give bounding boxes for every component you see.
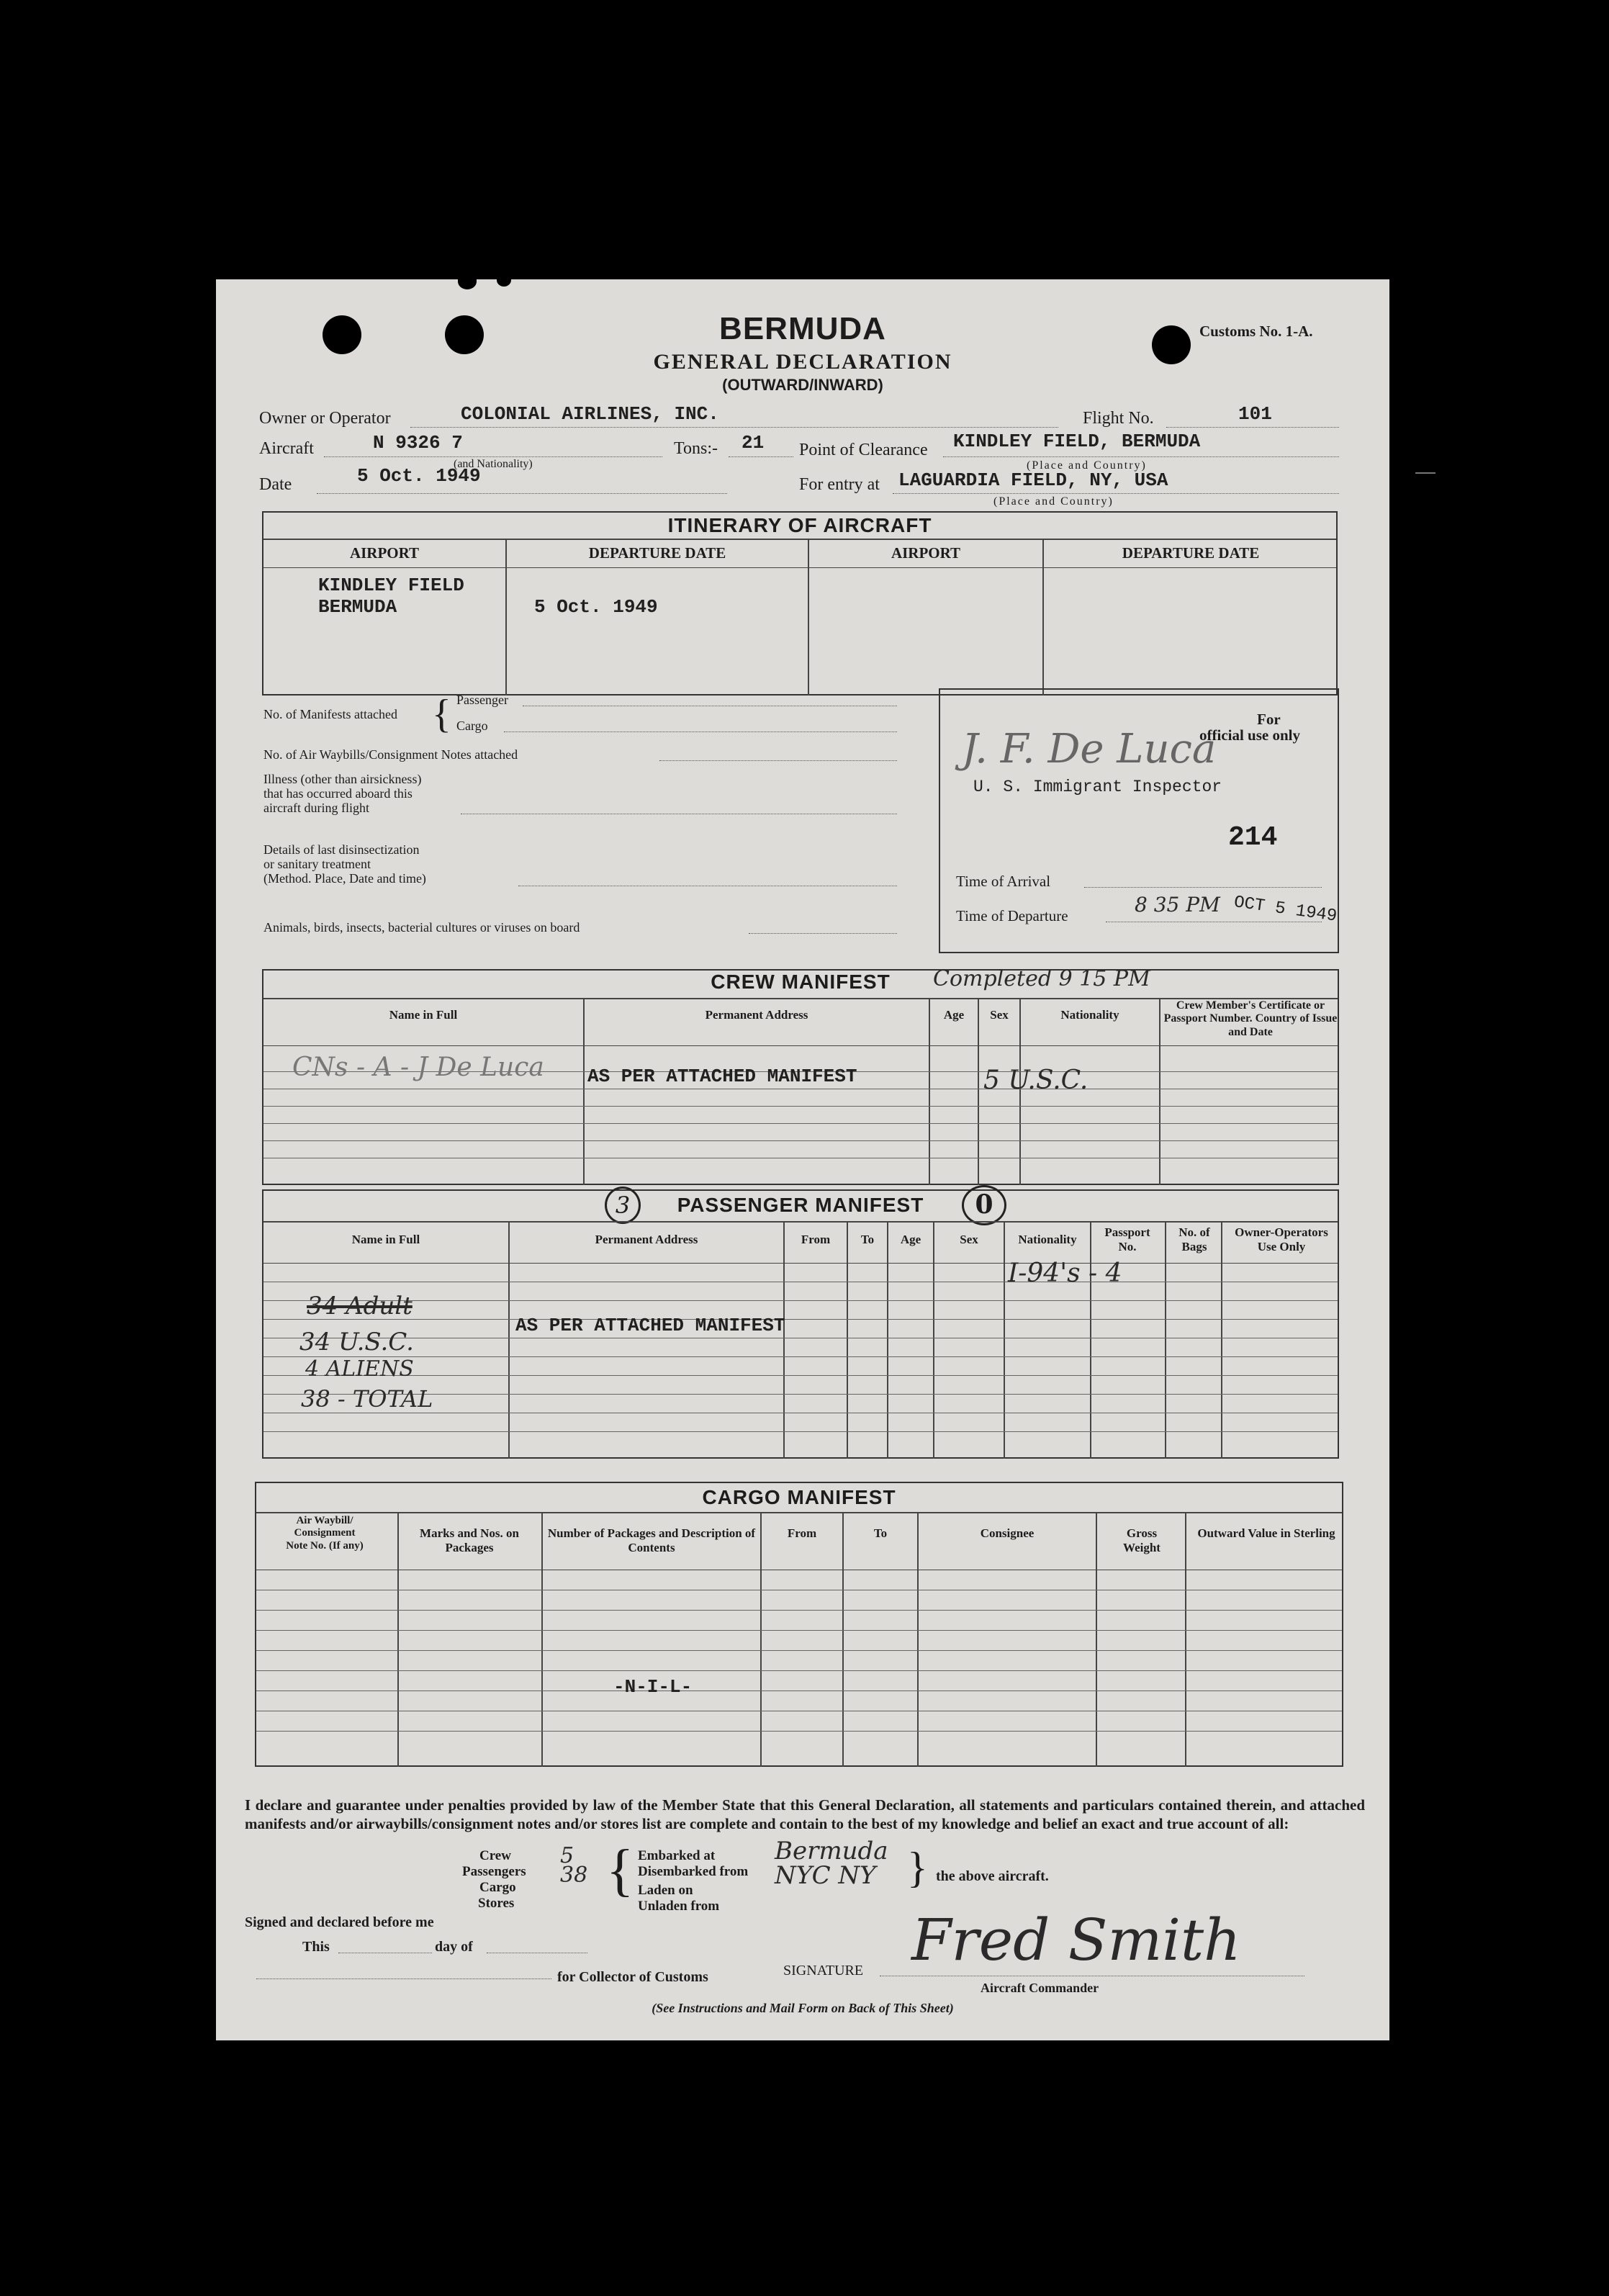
itinerary-table (262, 511, 1338, 695)
cargo-header-waybill: Air Waybill/ Consignment Note No. (If any) (286, 1515, 364, 1552)
itinerary-airport-line1: KINDLEY FIELD (318, 575, 464, 596)
form-subtitle: GENERAL DECLARATION (653, 350, 952, 374)
crew-header-nationality: Nationality (1060, 1008, 1119, 1022)
cargo-header-packages: Number of Packages and Description of Contents (547, 1526, 756, 1554)
flight-value: 101 (1238, 403, 1272, 425)
passenger-header-bags: No. of Bags (1178, 1225, 1210, 1253)
rule (263, 1123, 1338, 1124)
crew-header-address: Permanent Address (705, 1008, 808, 1022)
inspector-label: U. S. Immigrant Inspector (973, 778, 1222, 796)
disinsect-label: Details of last disinsectization (263, 842, 420, 857)
passenger-title: PASSENGER MANIFEST (677, 1194, 924, 1216)
rule (541, 1512, 543, 1767)
passenger-count-circle: 0 (962, 1185, 1006, 1225)
rule (256, 1731, 1342, 1732)
passenger-header-age: Age (900, 1233, 921, 1246)
owner-value: COLONIAL AIRLINES, INC. (461, 403, 719, 425)
entry-value: LAGUARDIA FIELD, NY, USA (898, 469, 1168, 491)
header-departure-date: DEPARTURE DATE (588, 544, 726, 562)
arrival-label: Time of Arrival (956, 873, 1051, 890)
rule (256, 1670, 1342, 1671)
passenger-count-circle: 3 (605, 1187, 641, 1224)
departure-label: Time of Departure (956, 907, 1068, 924)
cargo-header-marks: Marks and Nos. on Packages (420, 1526, 519, 1554)
entry-label: For entry at (799, 475, 880, 494)
passenger-forms-note: I-94's - 4 (1008, 1259, 1122, 1288)
crew-header-sex: Sex (990, 1008, 1009, 1022)
passenger-header-name: Name in Full (351, 1233, 420, 1246)
nationality-note: (and Nationality) (454, 458, 533, 470)
crew-title: CREW MANIFEST (711, 971, 891, 993)
place-country-note: (Place and Country) (1027, 459, 1147, 472)
rule (933, 1221, 934, 1459)
rule (508, 1221, 510, 1459)
commander-signature: Fred Smith (911, 1906, 1241, 1973)
animals-line (749, 933, 897, 934)
rule (783, 1221, 785, 1459)
cargo-nil-value: -N-I-L- (613, 1676, 693, 1698)
decl-crew: Crew (479, 1848, 511, 1863)
form-direction: (OUTWARD/INWARD) (722, 376, 883, 394)
rule (847, 1221, 848, 1459)
date-stamp: OCT 5 1949 (1232, 893, 1338, 927)
illness-label: Illness (other than airsickness) (263, 772, 422, 786)
passenger-header-owner: Owner-Operators Use Only (1235, 1225, 1328, 1253)
passenger-header-address: Permanent Address (595, 1233, 698, 1246)
decl-disembarked: Disembarked from (638, 1864, 749, 1879)
passenger-aliens: 4 ALIENS (305, 1356, 414, 1382)
official-use-label: official use only (1199, 726, 1300, 744)
cargo-line (504, 731, 897, 732)
passenger-address-value: AS PER ATTACHED MANIFEST (515, 1315, 785, 1336)
cargo-label: Cargo (456, 719, 488, 733)
passenger-total: 38 - TOTAL (301, 1385, 433, 1413)
disinsect-label: (Method. Place, Date and time) (263, 871, 426, 886)
rule (263, 1221, 1338, 1223)
disinsect-label: or sanitary treatment (263, 857, 371, 871)
passenger-header-passport: Passport No. (1104, 1225, 1150, 1253)
clearance-line (943, 456, 1339, 457)
itinerary-departure-date: 5 Oct. 1949 (534, 596, 658, 618)
cargo-header-value: Outward Value in Sterling (1197, 1526, 1335, 1540)
rule (917, 1512, 919, 1767)
illness-label: that has occurred aboard this (263, 786, 413, 801)
collector-label: for Collector of Customs (557, 1969, 708, 1985)
rule (263, 1319, 1338, 1320)
crew-header-age: Age (943, 1008, 965, 1022)
rule (263, 567, 1336, 568)
rule (929, 998, 930, 1185)
rule (263, 1375, 1338, 1376)
aircraft-value: N 9326 7 (373, 432, 463, 454)
decl-embarked: Embarked at (638, 1848, 716, 1863)
rule (256, 1630, 1342, 1631)
rule (1090, 1221, 1091, 1459)
header-airport: AIRPORT (349, 544, 420, 562)
clearance-label: Point of Clearance (799, 441, 928, 459)
passenger-us-citizens: 34 U.S.C. (299, 1328, 414, 1356)
declaration-form (216, 279, 1389, 2040)
manifests-label: No. of Manifests attached (263, 707, 397, 721)
flight-line (1166, 427, 1339, 428)
rule (256, 1650, 1342, 1651)
decl-counts-handwritten: 5 38 (560, 1843, 588, 1888)
rule (1165, 1221, 1166, 1459)
footer-note: (See Instructions and Mail Form on Back of This Sheet) (652, 2001, 954, 2015)
cargo-header-consignee: Consignee (980, 1526, 1035, 1540)
signed-label: Signed and declared before me (245, 1914, 434, 1930)
header-airport: AIRPORT (891, 544, 961, 562)
aircraft-label: Aircraft (259, 439, 314, 458)
itinerary-airport-line2: BERMUDA (318, 596, 397, 618)
passenger-label: Passenger (456, 693, 508, 707)
crew-header-certificate: Crew Member's Certificate or Passport Number. Country of Issue and Date (1163, 999, 1338, 1038)
rule (505, 539, 507, 695)
decl-laden: Laden on (638, 1883, 693, 1898)
form-title: BERMUDA (719, 311, 886, 346)
aircraft-line (324, 456, 662, 457)
passenger-header-sex: Sex (960, 1233, 978, 1246)
flight-label: Flight No. (1083, 409, 1154, 428)
passenger-header-to: To (860, 1233, 875, 1246)
header-departure-date: DEPARTURE DATE (1122, 544, 1260, 562)
passenger-table (262, 1189, 1339, 1459)
customs-number: Customs No. 1-A. (1199, 323, 1313, 340)
crew-table (262, 966, 1339, 1185)
decl-passengers: Passengers (462, 1864, 526, 1879)
waybills-label: No. of Air Waybills/Consignment Notes attached (263, 747, 518, 762)
itinerary-title: ITINERARY OF AIRCRAFT (667, 514, 932, 536)
manifests-brace: { (432, 692, 451, 737)
for-label: For (1257, 711, 1281, 728)
rule (1185, 1512, 1186, 1767)
clearance-value: KINDLEY FIELD, BERMUDA (953, 431, 1201, 452)
crew-name-handwritten: CNs - A - J De Luca (292, 1053, 544, 1082)
departure-time: 8 35 PM (1135, 893, 1220, 917)
animals-label: Animals, birds, insects, bacterial cultures or viruses on board (263, 920, 580, 935)
tons-value: 21 (742, 432, 765, 454)
place-country-note: (Place and Country) (993, 495, 1114, 508)
cargo-table (255, 1482, 1343, 1767)
rule (256, 1610, 1342, 1611)
rule (263, 1106, 1338, 1107)
crew-header-name: Name in Full (389, 1008, 458, 1022)
signature-label: SIGNATURE (783, 1963, 864, 1978)
rule (760, 1512, 762, 1767)
this-label: This (302, 1939, 330, 1955)
rule (1096, 1512, 1097, 1767)
illness-label: aircraft during flight (263, 801, 369, 815)
rule (1042, 539, 1044, 695)
paper-notch (458, 279, 477, 289)
crew-completed-note: Completed 9 15 PM (933, 966, 1150, 991)
decl-places-handwritten: Bermuda NYC NY (775, 1837, 888, 1890)
collector-line (256, 1978, 551, 1979)
tons-label: Tons:- (674, 439, 718, 458)
inspector-signature: J. F. De Luca (962, 726, 1217, 773)
owner-line (410, 427, 1058, 428)
waybills-line (659, 760, 897, 761)
crew-nationality-handwritten: 5 U.S.C. (983, 1066, 1089, 1095)
rule (887, 1221, 888, 1459)
date-label: Date (259, 475, 292, 494)
rule (263, 1356, 1338, 1357)
date-value: 5 Oct. 1949 (357, 465, 481, 487)
cargo-header-weight: Gross Weight (1123, 1526, 1160, 1554)
decl-brace: { (606, 1839, 634, 1902)
rule (263, 1300, 1338, 1301)
passenger-struck-entry: 34 Adult (307, 1292, 413, 1320)
rule (263, 1045, 1338, 1046)
paper-notch (497, 279, 511, 287)
rule (842, 1512, 844, 1767)
record-number: 214 (1228, 822, 1278, 853)
decl-brace-right: } (907, 1844, 928, 1891)
rule (978, 998, 979, 1185)
rule (263, 539, 1336, 540)
rule (263, 1140, 1338, 1141)
tons-line (729, 456, 793, 457)
rule (397, 1512, 399, 1767)
rule (1221, 1221, 1222, 1459)
rule (808, 539, 809, 695)
rule (583, 998, 585, 1185)
commander-label: Aircraft Commander (981, 1981, 1099, 1995)
rule (263, 1263, 1338, 1264)
passenger-header-from: From (801, 1233, 831, 1246)
decl-unladen: Unladen from (638, 1899, 720, 1914)
cargo-title: CARGO MANIFEST (702, 1486, 896, 1508)
rule (1159, 998, 1160, 1185)
crew-address-value: AS PER ATTACHED MANIFEST (587, 1066, 857, 1087)
decl-above-aircraft: the above aircraft. (936, 1868, 1049, 1884)
arrival-line (1084, 887, 1322, 888)
official-use-box (939, 688, 1339, 953)
entry-line (893, 493, 1339, 494)
decl-stores: Stores (478, 1896, 515, 1911)
rule (263, 1431, 1338, 1432)
margin-mark (1415, 472, 1436, 474)
cargo-header-to: To (873, 1526, 888, 1540)
cargo-header-from: From (787, 1526, 817, 1540)
declaration-text: I declare and guarantee under penalties provided by law of the Member State that this General Declaration, all statements and particulars contained therein, and attached manifests and/or airwaybills/consignment notes and/or stores list are complete and contain to the best of my knowledge and belief an exact and true account of all: (245, 1796, 1365, 1833)
rule (256, 1512, 1342, 1513)
owner-label: Owner or Operator (259, 409, 391, 428)
date-line (317, 493, 727, 494)
passenger-header-nationality: Nationality (1018, 1233, 1077, 1246)
day-of-label: day of (435, 1939, 473, 1955)
rule (1004, 1221, 1005, 1459)
decl-cargo: Cargo (479, 1880, 516, 1895)
